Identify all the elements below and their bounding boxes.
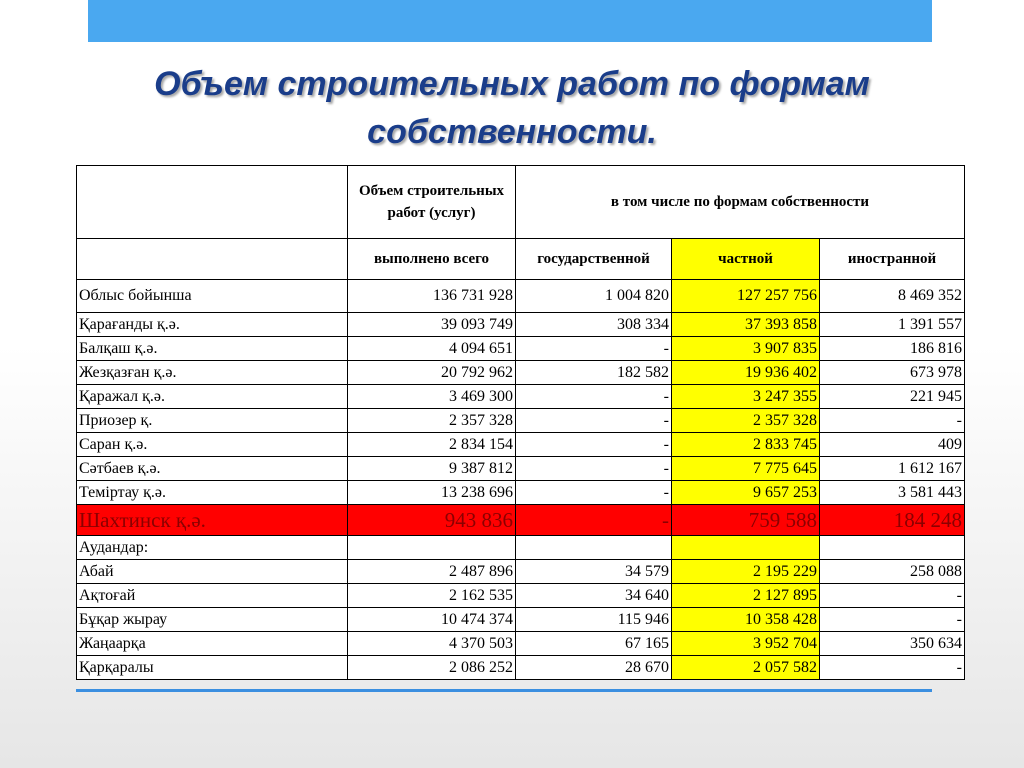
- row-government: -: [516, 481, 672, 505]
- row-private: 9 657 253: [672, 481, 820, 505]
- row-government: 308 334: [516, 313, 672, 337]
- row-government: -: [516, 457, 672, 481]
- row-foreign: 1 612 167: [820, 457, 965, 481]
- header-row-groups: [77, 166, 965, 239]
- row-foreign: 258 088: [820, 560, 965, 584]
- row-foreign: 184 248: [820, 505, 965, 536]
- header-empty-cell: [77, 239, 348, 280]
- row-foreign: -: [820, 608, 965, 632]
- row-total: 2 162 535: [348, 584, 516, 608]
- row-total: 39 093 749: [348, 313, 516, 337]
- header-row-columns: [77, 239, 965, 280]
- districts-label: Аудандар:: [77, 536, 348, 560]
- header-total-group: Объем строительных работ (услуг): [348, 166, 516, 239]
- header-foreign: иностранной: [820, 239, 965, 280]
- row-total: 13 238 696: [348, 481, 516, 505]
- row-government: 1 004 820: [516, 280, 672, 313]
- row-name: Қаражал қ.ә.: [77, 385, 348, 409]
- table-row-districts-label: [77, 536, 965, 560]
- row-name: Қарқаралы: [77, 656, 348, 680]
- city-row: [77, 385, 965, 409]
- header-private: частной: [672, 239, 820, 280]
- row-foreign: 3 581 443: [820, 481, 965, 505]
- city-row: [77, 409, 965, 433]
- district-row: [77, 656, 965, 680]
- header-empty-cell: [77, 166, 348, 239]
- row-government: 115 946: [516, 608, 672, 632]
- row-government: 34 640: [516, 584, 672, 608]
- row-total: 2 086 252: [348, 656, 516, 680]
- row-private: 10 358 428: [672, 608, 820, 632]
- top-accent-bar: [88, 0, 932, 42]
- row-private: 19 936 402: [672, 361, 820, 385]
- row-private: 2 357 328: [672, 409, 820, 433]
- row-total: 20 792 962: [348, 361, 516, 385]
- row-total: 2 487 896: [348, 560, 516, 584]
- row-name: Сәтбаев қ.ә.: [77, 457, 348, 481]
- row-foreign: 350 634: [820, 632, 965, 656]
- city-row: [77, 361, 965, 385]
- slide-title-line1: Объем строительных работ по формам: [154, 65, 870, 103]
- slide-title: [60, 60, 964, 156]
- empty-cell: [348, 536, 516, 560]
- row-government: -: [516, 385, 672, 409]
- row-name: Қарағанды қ.ә.: [77, 313, 348, 337]
- row-foreign: 8 469 352: [820, 280, 965, 313]
- row-government: -: [516, 433, 672, 457]
- row-foreign: 409: [820, 433, 965, 457]
- row-private: 759 588: [672, 505, 820, 536]
- row-name: Бұқар жырау: [77, 608, 348, 632]
- row-government: -: [516, 337, 672, 361]
- row-name: Ақтоғай: [77, 584, 348, 608]
- row-foreign: 221 945: [820, 385, 965, 409]
- row-total: 2 357 328: [348, 409, 516, 433]
- row-total: 9 387 812: [348, 457, 516, 481]
- table-row-region: [77, 280, 965, 313]
- construction-volume-table-wrapper: [76, 165, 964, 680]
- row-government: -: [516, 505, 672, 536]
- header-total: выполнено всего: [348, 239, 516, 280]
- row-foreign: -: [820, 656, 965, 680]
- row-foreign: 673 978: [820, 361, 965, 385]
- row-total: 4 094 651: [348, 337, 516, 361]
- table-row-highlight: [77, 505, 965, 536]
- row-private: 37 393 858: [672, 313, 820, 337]
- row-name: Шахтинск қ.ә.: [77, 505, 348, 536]
- city-row: [77, 337, 965, 361]
- city-row: [77, 433, 965, 457]
- district-row: [77, 584, 965, 608]
- row-government: 67 165: [516, 632, 672, 656]
- row-name: Теміртау қ.ә.: [77, 481, 348, 505]
- row-private: 2 057 582: [672, 656, 820, 680]
- row-private: 3 247 355: [672, 385, 820, 409]
- district-row: [77, 560, 965, 584]
- empty-cell: [672, 536, 820, 560]
- slide-title-line2: собственности.: [367, 113, 657, 151]
- row-total: 10 474 374: [348, 608, 516, 632]
- row-name: Саран қ.ә.: [77, 433, 348, 457]
- row-name: Облыс бойынша: [77, 280, 348, 313]
- row-name: Жезқазған қ.ә.: [77, 361, 348, 385]
- row-private: 7 775 645: [672, 457, 820, 481]
- row-foreign: 186 816: [820, 337, 965, 361]
- bottom-accent-line: [76, 689, 932, 692]
- row-government: 182 582: [516, 361, 672, 385]
- city-row: [77, 457, 965, 481]
- row-total: 136 731 928: [348, 280, 516, 313]
- row-private: 3 907 835: [672, 337, 820, 361]
- row-total: 2 834 154: [348, 433, 516, 457]
- row-private: 2 833 745: [672, 433, 820, 457]
- row-government: -: [516, 409, 672, 433]
- row-government: 28 670: [516, 656, 672, 680]
- header-ownership-group: в том числе по формам собственности: [516, 166, 965, 239]
- construction-volume-table: [76, 165, 965, 680]
- empty-cell: [516, 536, 672, 560]
- row-name: Приозер қ.: [77, 409, 348, 433]
- row-private: 127 257 756: [672, 280, 820, 313]
- row-total: 3 469 300: [348, 385, 516, 409]
- city-row: [77, 481, 965, 505]
- row-private: 2 195 229: [672, 560, 820, 584]
- empty-cell: [820, 536, 965, 560]
- row-name: Балқаш қ.ә.: [77, 337, 348, 361]
- district-row: [77, 608, 965, 632]
- row-total: 943 836: [348, 505, 516, 536]
- row-name: Жаңаарқа: [77, 632, 348, 656]
- row-private: 2 127 895: [672, 584, 820, 608]
- district-row: [77, 632, 965, 656]
- row-name: Абай: [77, 560, 348, 584]
- row-private: 3 952 704: [672, 632, 820, 656]
- row-total: 4 370 503: [348, 632, 516, 656]
- row-government: 34 579: [516, 560, 672, 584]
- row-foreign: -: [820, 409, 965, 433]
- city-row: [77, 313, 965, 337]
- row-foreign: -: [820, 584, 965, 608]
- header-government: государственной: [516, 239, 672, 280]
- row-foreign: 1 391 557: [820, 313, 965, 337]
